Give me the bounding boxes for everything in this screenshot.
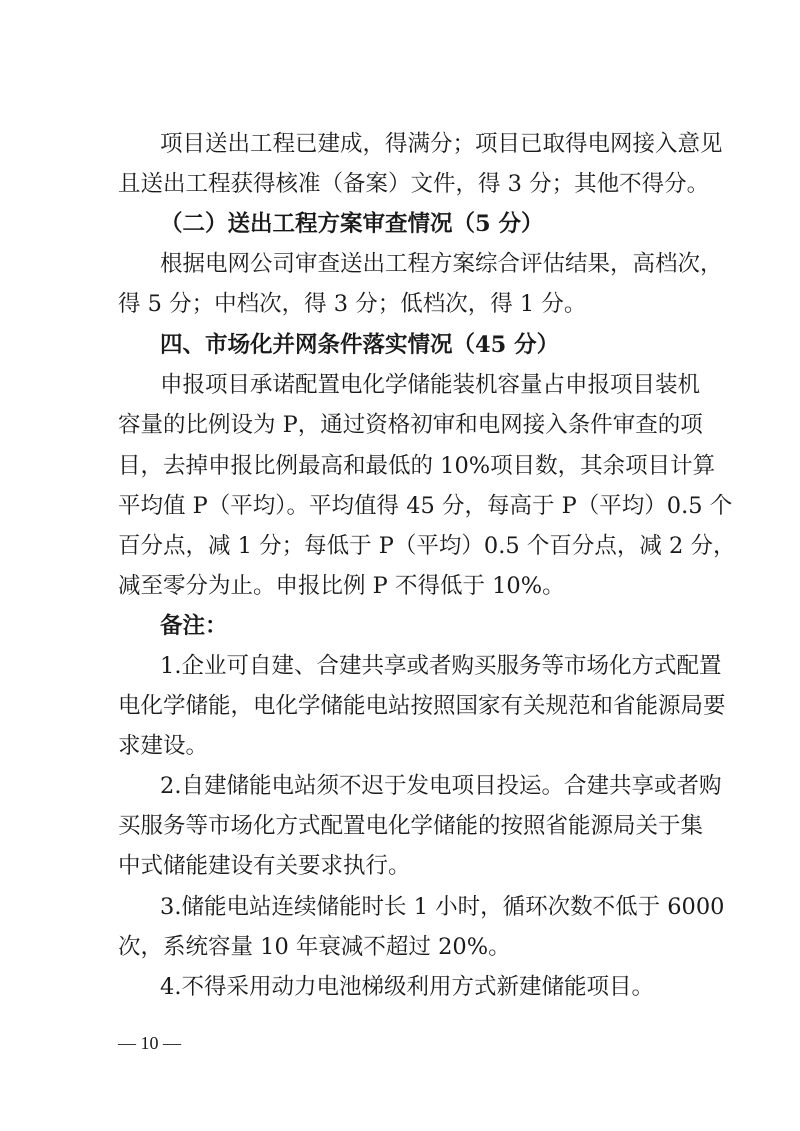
paragraph-line: 且送出工程获得核准（备案）文件，得 3 分；其他不得分。: [118, 171, 710, 197]
paragraph-line: 买服务等市场化方式配置电化学储能的按照省能源局关于集: [118, 813, 704, 839]
paragraph-line: 3.储能电站连续储能时长 1 小时，循环次数不低于 6000: [160, 894, 725, 920]
paragraph-line: 求建设。: [118, 733, 209, 759]
paragraph-line: 百分点，减 1 分；每低于 P（平均）0.5 个百分点，减 2 分，: [118, 533, 736, 559]
paragraph-line: 1.企业可自建、合建共享或者购买服务等市场化方式配置: [160, 653, 722, 679]
notes-heading: 备注：: [160, 613, 228, 639]
paragraph-line: 电化学储能，电化学储能电站按照国家有关规范和省能源局要: [118, 693, 726, 719]
paragraph-line: 目，去掉申报比例最高和最低的 10%项目数，其余项目计算: [118, 453, 716, 479]
paragraph-line: 容量的比例设为 P，通过资格初审和电网接入条件审查的项: [118, 412, 703, 438]
paragraph-line: 得 5 分；中档次，得 3 分；低档次，得 1 分。: [118, 291, 587, 317]
section-heading: 四、市场化并网条件落实情况（45 分）: [160, 332, 560, 358]
section-heading: （二）送出工程方案审查情况（5 分）: [160, 211, 544, 237]
paragraph-line: 4.不得采用动力电池梯级利用方式新建储能项目。: [160, 974, 654, 1000]
paragraph-line: 项目送出工程已建成，得满分；项目已取得电网接入意见: [160, 131, 723, 157]
paragraph-line: 减至零分为止。申报比例 P 不得低于 10%。: [118, 573, 565, 599]
paragraph-line: 次，系统容量 10 年衰减不超过 20%。: [118, 934, 511, 960]
page-number: — 10 —: [118, 1033, 181, 1053]
paragraph-line: 根据电网公司审查送出工程方案综合评估结果，高档次，: [160, 251, 723, 277]
paragraph-line: 中式储能建设有关要求执行。: [118, 853, 411, 879]
paragraph-line: 平均值 P（平均）。平均值得 45 分，每高于 P（平均）0.5 个: [118, 493, 733, 519]
paragraph-line: 申报项目承诺配置电化学储能装机容量占申报项目装机: [160, 372, 701, 398]
paragraph-line: 2.自建储能电站须不迟于发电项目投运。合建共享或者购: [160, 773, 722, 799]
